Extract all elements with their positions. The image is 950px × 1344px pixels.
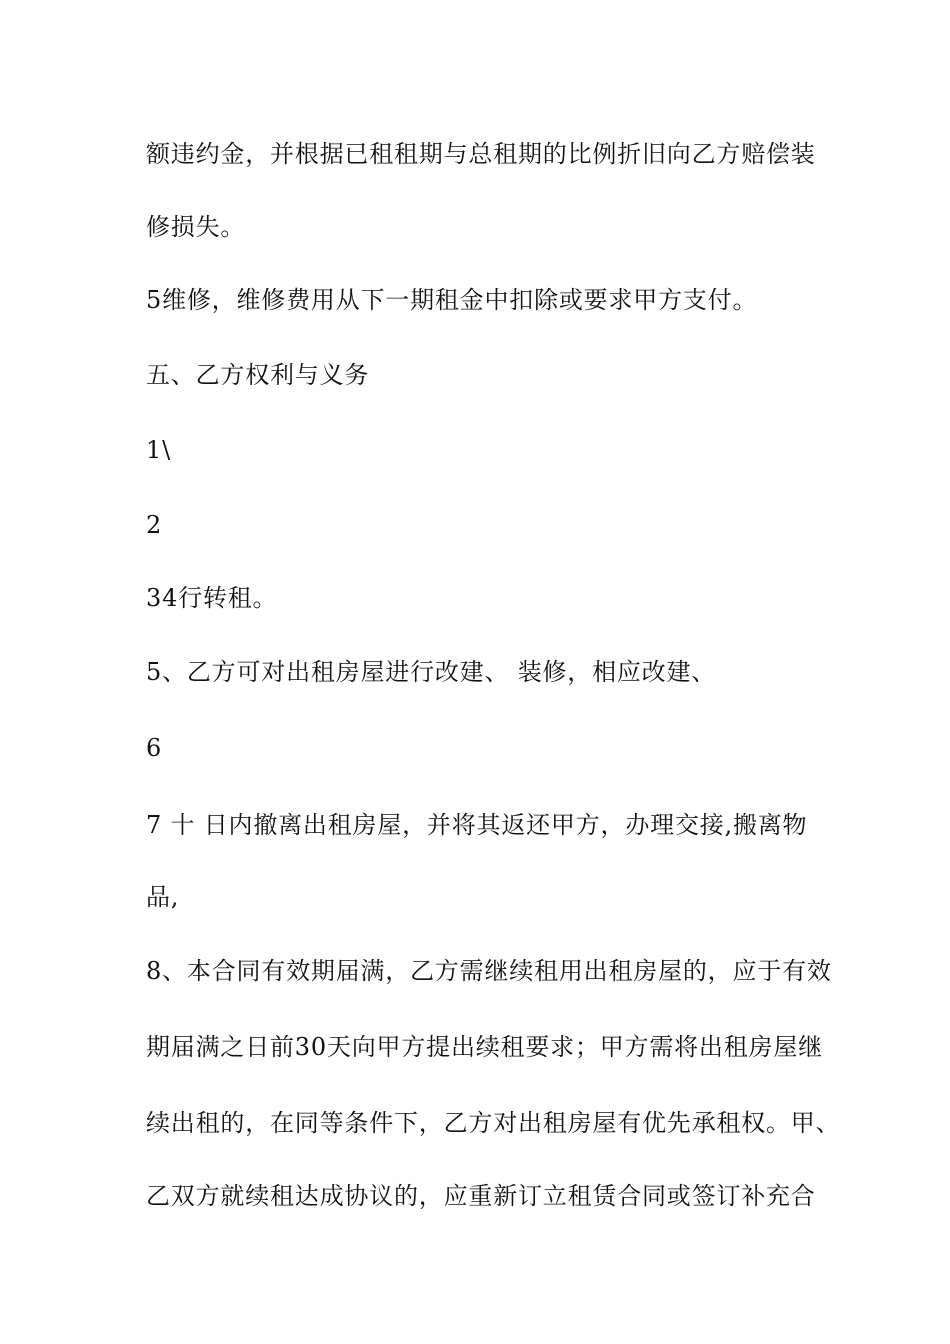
text-line-2: 修损失。 [146, 213, 246, 241]
text-line-8: 5、乙方可对出租房屋进行改建、 装修，相应改建、 [146, 658, 717, 686]
text-line-3: 5维修，维修费用从下一期租金中扣除或要求甲方支付。 [146, 286, 758, 314]
text-line-7: 34行转租。 [146, 584, 278, 612]
text-line-5: 1\ [146, 436, 171, 464]
section-heading-five: 五、乙方权利与义务 [146, 361, 370, 389]
text-line-6: 2 [146, 511, 163, 539]
text-line-14: 续出租的，在同等条件下，乙方对出租房屋有优先承租权。甲、 [146, 1109, 841, 1137]
text-line-10: 7 十 日内撤离出租房屋，并将其返还甲方，办理交接,搬离物 [146, 811, 808, 839]
text-line-9: 6 [146, 734, 163, 762]
text-line-15: 乙双方就续租达成协议的，应重新订立租赁合同或签订补充合 [146, 1182, 816, 1210]
text-line-12: 8、本合同有效期届满，乙方需继续租用出租房屋的，应于有效 [146, 957, 832, 985]
text-line-13: 期届满之日前30天向甲方提出续租要求；甲方需将出租房屋继 [146, 1033, 823, 1061]
text-line-11: 品, [146, 883, 180, 911]
text-line-1: 额违约金，并根据已租租期与总租期的比例折旧向乙方赔偿装 [146, 140, 816, 168]
